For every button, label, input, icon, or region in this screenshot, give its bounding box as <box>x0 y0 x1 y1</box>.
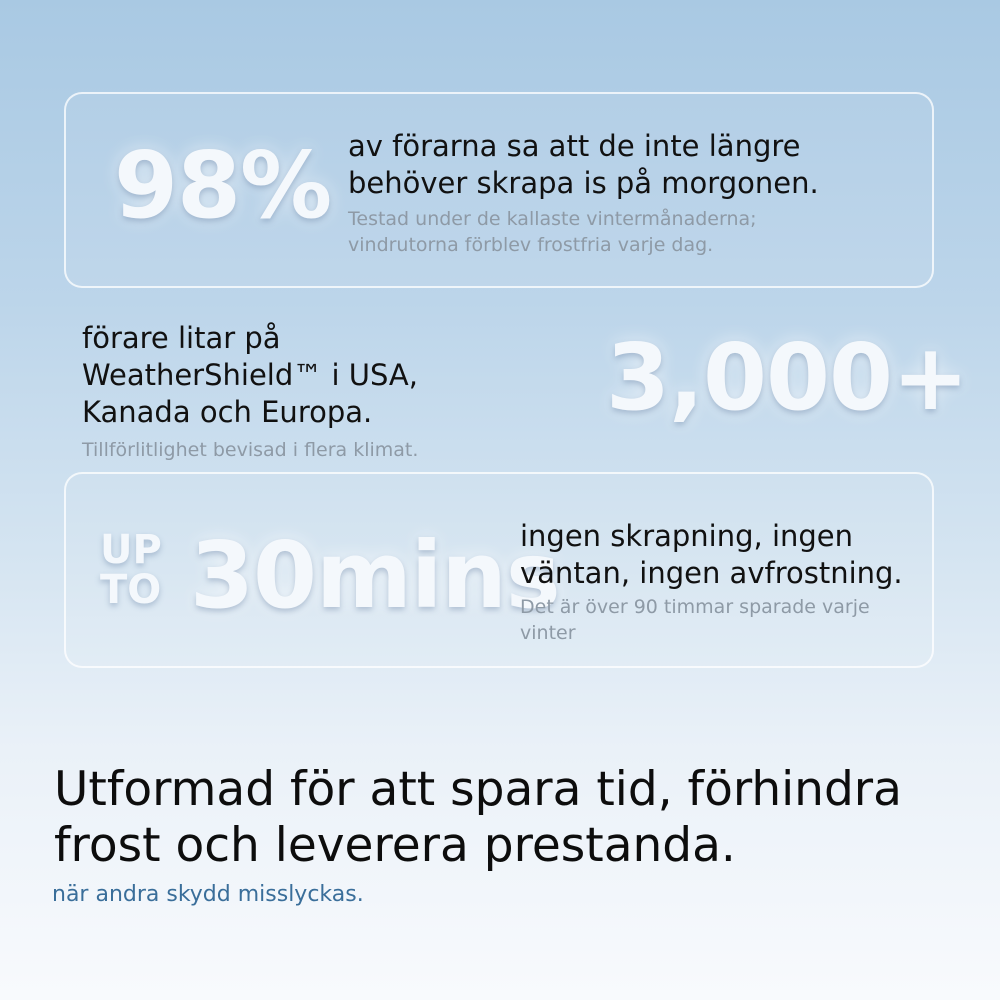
up-to-label <box>100 527 162 613</box>
stat-headline-line: ingen skrapning, ingen <box>520 519 854 553</box>
stat-headline-3000 <box>82 320 418 431</box>
stat-headline-line: väntan, ingen avfrostning. <box>520 556 903 590</box>
stat-number-30mins: 30mins <box>190 522 560 629</box>
stat-subtext-30mins <box>520 594 940 646</box>
stat-subtext-98 <box>348 206 888 258</box>
stat-headline-30mins <box>520 518 903 592</box>
footer-title <box>54 762 902 874</box>
stat-subtext-line: Testad under de kallaste vintermånaderna; <box>348 208 757 230</box>
stat-headline-line: av förarna sa att de inte längre <box>348 129 801 163</box>
stat-headline-line: förare litar på <box>82 321 281 355</box>
stat-headline-line: WeatherShield™ i USA, <box>82 358 418 392</box>
footer-tagline: när andra skydd misslyckas. <box>52 882 364 907</box>
footer-title-line: frost och leverera prestanda. <box>54 818 736 873</box>
stat-subtext-line: vindrutorna förblev frostfria varje dag. <box>348 234 714 256</box>
stat-headline-98 <box>348 128 819 202</box>
stat-subtext-line: Det är över 90 timmar sparade varje <box>520 596 870 618</box>
stat-headline-line: Kanada och Europa. <box>82 395 373 429</box>
stat-number-3000: 3,000+ <box>606 324 969 431</box>
up-to-line: TO <box>100 567 162 613</box>
stat-subtext-line: vinter <box>520 622 576 644</box>
stat-subtext-3000: Tillförlitlighet bevisad i flera klimat. <box>82 439 419 461</box>
stat-number-98: 98% <box>114 132 332 239</box>
stat-headline-line: behöver skrapa is på morgonen. <box>348 166 819 200</box>
footer-title-line: Utformad för att spara tid, förhindra <box>54 762 902 817</box>
up-to-line: UP <box>100 527 162 573</box>
